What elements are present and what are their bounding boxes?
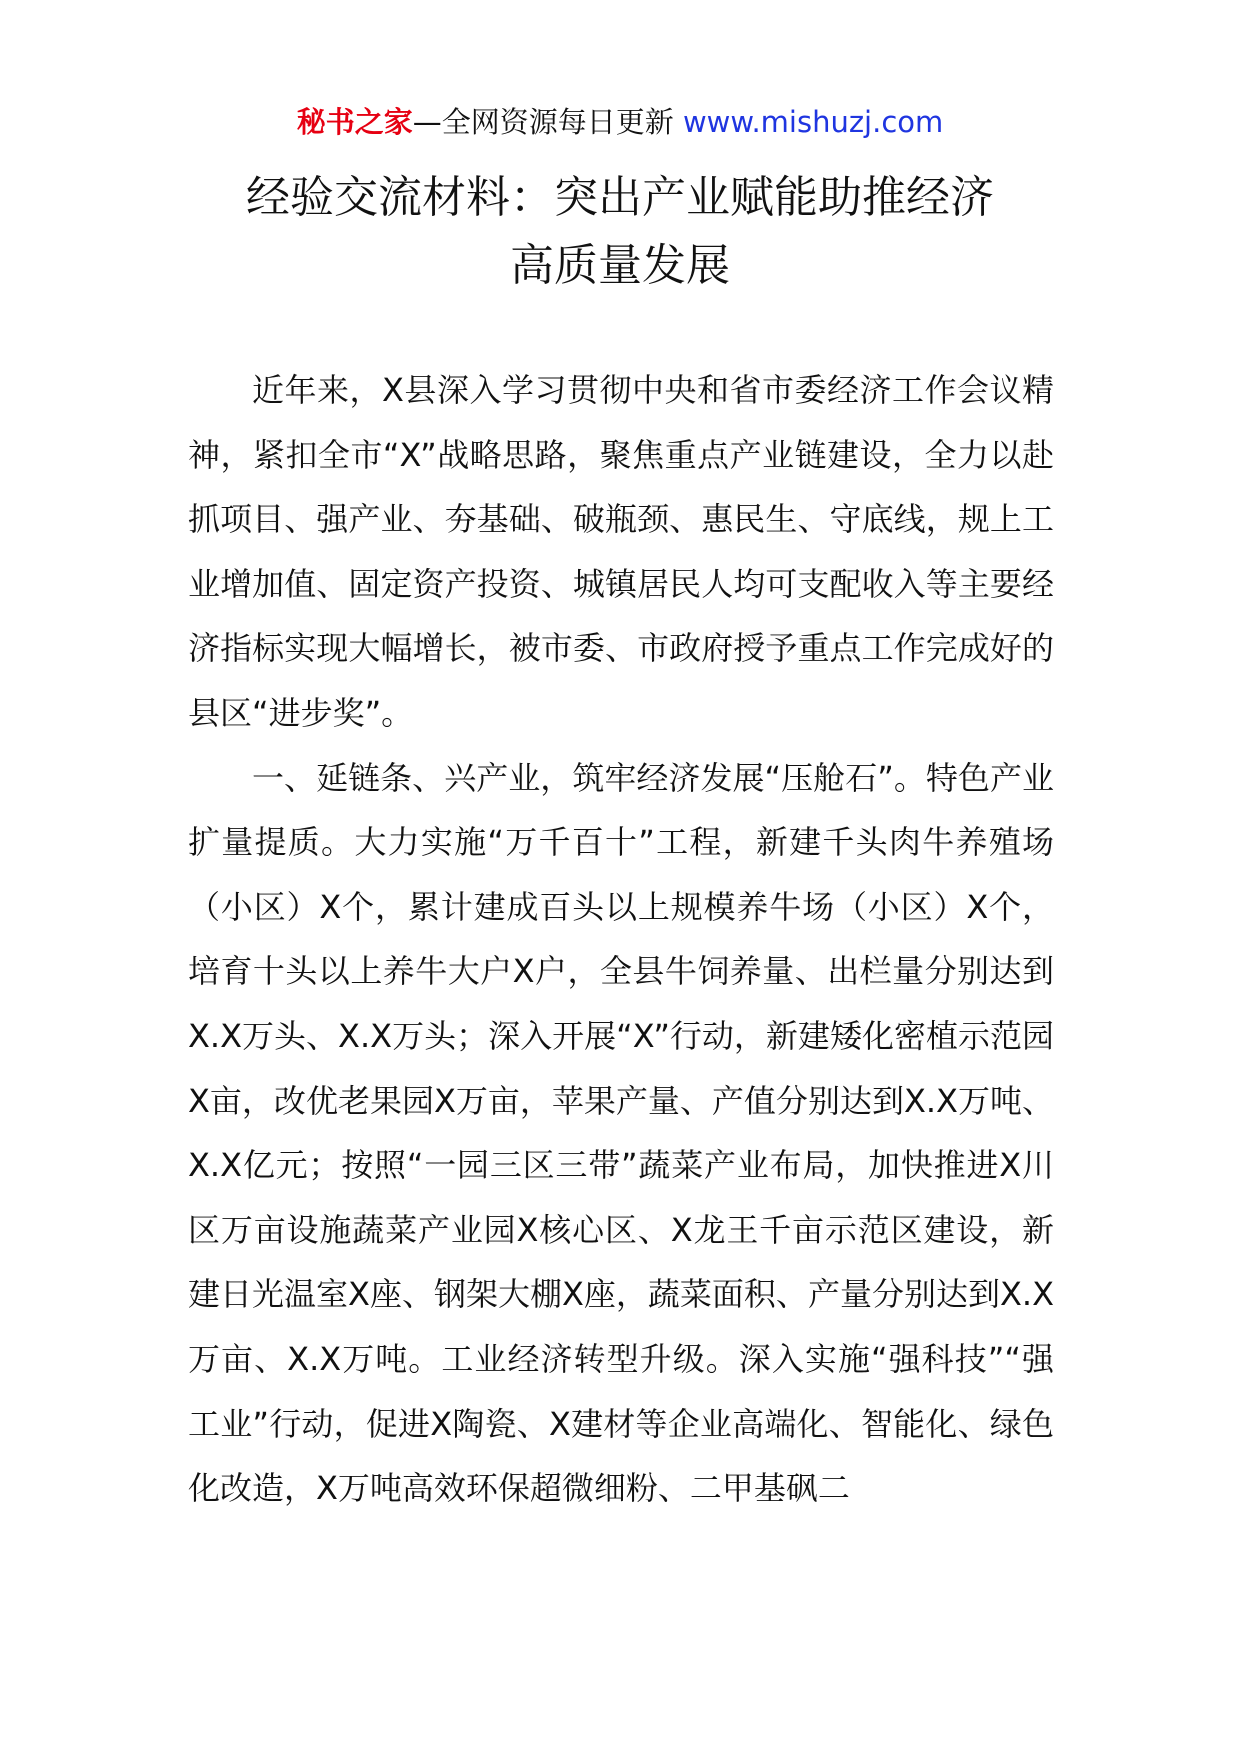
site-brand: 秘书之家 — [296, 105, 413, 139]
document-body — [188, 358, 1054, 1521]
document-title-line-1: 经验交流材料：突出产业赋能助推经济 — [246, 172, 994, 223]
section-one-paragraph: 一、延链条、兴产业，筑牢经济发展“压舱石”。特色产业扩量提质。大力实施“万千百十”工程，新建千头肉牛养殖场（小区）X个，累计建成百头以上规模养牛场（小区）X个，培育十头以上养牛大户X户，全县牛饲养量、出栏量分别达到X.X万头、X.X万头；深入开展“X”行动，新建矮化密植示范园X亩，改优老果园X万亩，苹果产量、产值分别达到X.X万吨、X.X亿元；按照“一园三区三带”蔬菜产业布局，加快推进X川区万亩设施蔬菜产业园X核心区、X龙王千亩示范区建设，新建日光温室X座、钢架大棚X座，蔬菜面积、产量分别达到X.X万亩、X.X万吨。工业经济转型升级。深入实施“强科技”“强工业”行动，促进X陶瓷、X建材等企业高端化、智能化、绿色化改造，X万吨高效环保超微细粉、二甲基砜二 — [188, 758, 1054, 1508]
document-title-line-2: 高质量发展 — [510, 240, 730, 291]
document-title — [0, 164, 1240, 300]
site-tagline: —全网资源每日更新 — [412, 105, 683, 139]
site-url-link[interactable]: www.mishuzj.com — [682, 105, 944, 139]
site-header — [0, 102, 1240, 142]
intro-paragraph: 近年来，X县深入学习贯彻中央和省市委经济工作会议精神，紧扣全市“X”战略思路，聚焦重点产业链建设，全力以赴抓项目、强产业、夯基础、破瓶颈、惠民生、守底线，规上工业增加值、固定资产投资、城镇居民人均可支配收入等主要经济指标实现大幅增长，被市委、市政府授予重点工作完成好的县区“进步奖”。 — [188, 371, 1054, 732]
